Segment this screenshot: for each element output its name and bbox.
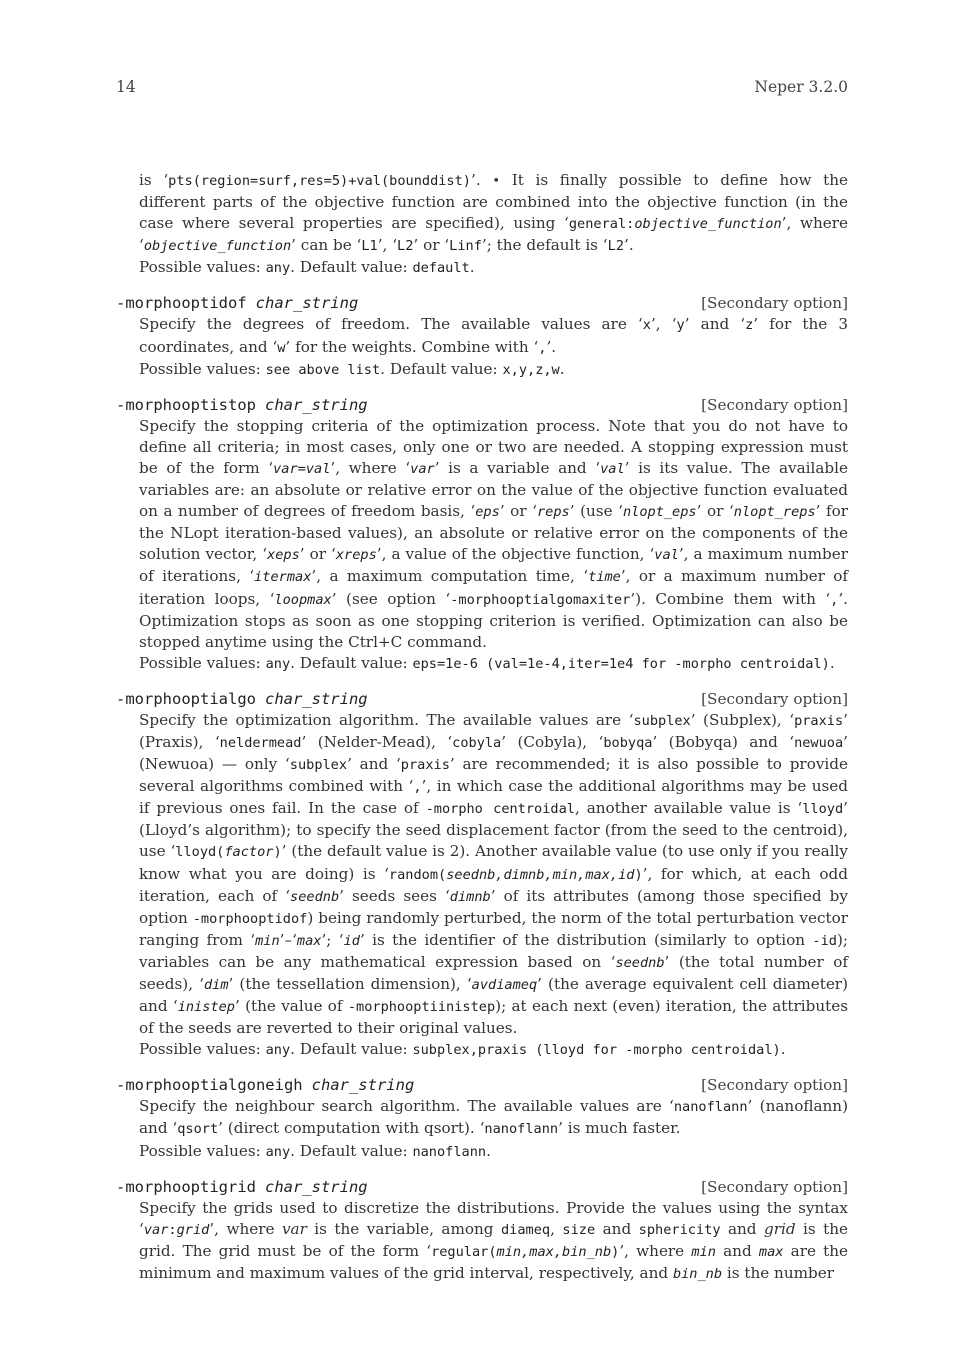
option-name: -morphooptigrid [116, 1177, 256, 1196]
option-heading [116, 394, 848, 416]
option-kind: [Secondary option] [701, 294, 848, 313]
option-heading [116, 292, 848, 314]
option-name: -morphooptistop [116, 395, 256, 414]
option-kind: [Secondary option] [701, 1076, 848, 1095]
page-body [116, 170, 848, 1285]
option-argument: char_string [264, 1177, 368, 1196]
option-description: Specify the degrees of freedom. The available values are ‘x’, ‘y’ and ‘z’ for the 3 coordinates, and ‘w’ for the weights. Combine with ‘,’. [139, 315, 849, 356]
option-argument: char_string [264, 395, 368, 414]
option-description: Specify the grids used to discretize the distributions. Provide the values using the syntax ‘var:grid’, where var is the variable, among diameq, size and sphericity and grid is the grid. The grid must be of the form ‘regular(min,max,bin_nb)’, where min and max are the minimum and maximum values of the grid interval, respectively, and bin_nb is the number [139, 1198, 849, 1282]
option-description: Specify the stopping criteria of the optimization process. Note that you do not have to define all criteria; in most cases, only one or two are needed. A stopping expression must be of the form ‘var=val’, where ‘var’ is a variable and ‘val’ is its value. The available variables are: an absolute or relative error on the value of the objective function evaluated on a number of degrees of freedom basis, ‘eps’ or ‘reps’ (use ‘nlopt_eps’ or ‘nlopt_reps’ for the NLopt iteration-based values), an absolute or relative error on the components of the solution vector, ‘xeps’ or ‘xreps’, a value of the objective function, ‘val’, a maximum number of iterations, ‘itermax’, a maximum computation time, ‘time’, or a maximum number of iteration loops, ‘loopmax’ (see option ‘-morphooptialgomaxiter’). Combine them with ‘,’. Optimization stops as soon as one stopping criterion is verified. Optimization can also be stopped anytime using the Ctrl+C command. [139, 416, 849, 651]
option-argument: char_string [311, 1076, 415, 1095]
possible-values-line: Possible values: any. Default value: eps=1e-6 (val=1e-4,iter=1e4 for -morpho centroidal). [139, 653, 835, 672]
possible-values-line: Possible values: any. Default value: nanoflann. [139, 1141, 491, 1160]
option-description: Specify the neighbour search algorithm. The available values are ‘nanoflann’ (nanoflann) and ‘qsort’ (direct computation with qsort). ‘nanoflann’ is much faster. [139, 1097, 849, 1138]
option-name: -morphooptialgo [116, 689, 256, 708]
option-kind: [Secondary option] [701, 1177, 848, 1196]
intro-paragraph: is ‘pts(region=surf,res=5)+val(bounddist)’. • It is finally possible to define how the different parts of the objective function are combined into the objective function (in the case where several properties are specified), using ‘general:objective_function’, where ‘objective_function’ can be ‘L1’, ‘L2’ or ‘Linf’; the default is ‘L2’. [139, 171, 849, 255]
option-name: -morphooptialgoneigh [116, 1076, 303, 1095]
option-kind: [Secondary option] [701, 689, 848, 708]
option-description: Specify the optimization algorithm. The available values are ‘subplex’ (Subplex), ‘praxis’ (Praxis), ‘neldermead’ (Nelder-Mead), ‘cobyla’ (Cobyla), ‘bobyqa’ (Bobyqa) and ‘newuoa’ (Newuoa) — only ‘subplex’ and ‘praxis’ are recommended; it is also possible to provide several algorithms combined with ‘,’, in which case the additional algorithms may be used if previous ones fail. In the case of -morpho centroidal, another available value is ‘lloyd’ (Lloyd’s algorithm); to specify the seed displacement factor (from the seed to the centroid), use ‘lloyd(factor)’ (the default value is 2). Another available value (to use only if you really know what you are doing) is ‘random(seednb,dimnb,min,max,id)’, for which, at each odd iteration, each of ‘seednb’ seeds sees ‘dimnb’ of its attributes (among those specified by option -morphooptidof) being randomly perturbed, the norm of the total perturbation vector ranging from ‘min’–‘max’; ‘id’ is the identifier of the distribution (similarly to option -id); variables can be any mathematical expression based on ‘seednb’ (the total number of seeds), ‘dim’ (the tessellation dimension), ‘avdiameq’ (the average equivalent cell diameter) and ‘inistep’ (the value of -morphooptiinistep); at each next (even) iteration, the attributes of the seeds are reverted to their original values. [139, 710, 849, 1038]
bullet-icon: • [492, 174, 501, 189]
option-morphooptialgoneigh [116, 1074, 848, 1162]
option-argument: char_string [264, 689, 368, 708]
option-heading [116, 1074, 848, 1096]
option-kind: [Secondary option] [701, 395, 848, 414]
option-morphooptistop [116, 394, 848, 675]
page-header [116, 78, 848, 100]
option-heading [116, 1176, 848, 1198]
possible-values-line: Possible values: see above list. Default value: x,y,z,w. [139, 359, 565, 378]
option-morphooptigrid [116, 1176, 848, 1285]
running-title: Neper 3.2.0 [754, 78, 848, 96]
possible-values-line: Possible values: any. Default value: default. [139, 258, 475, 277]
option-morphooptialgo [116, 688, 848, 1062]
option-morphooptidof [116, 292, 848, 380]
option-name: -morphooptidof [116, 294, 247, 313]
option-argument: char_string [255, 294, 359, 313]
intro-block [139, 170, 848, 279]
page-number: 14 [116, 78, 136, 96]
possible-values-line: Possible values: any. Default value: subplex,praxis (lloyd for -morpho centroidal). [139, 1040, 786, 1059]
option-heading [116, 688, 848, 710]
